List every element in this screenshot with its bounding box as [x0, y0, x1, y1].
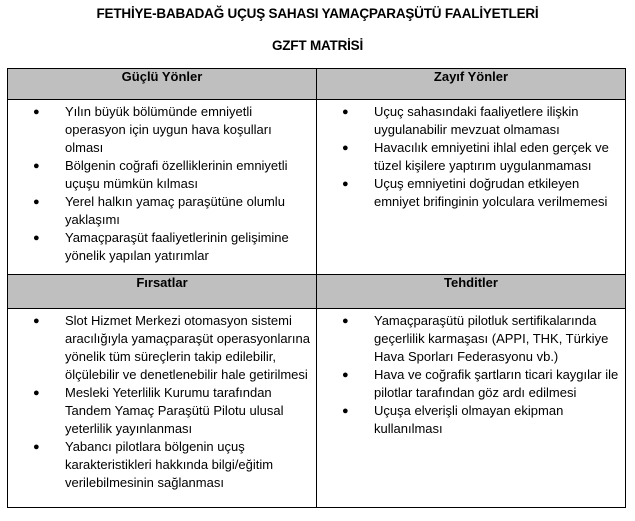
document-subtitle: GZFT MATRİSİ	[271, 38, 364, 53]
bullet-icon: ●	[33, 232, 40, 244]
list-item-text: Slot Hizmet Merkezi otomasyon sistemi aracılığıyla yamaçparaşüt operasyonlarına yönelik tüm süreçlerin takip edilebilir, ölçülebilir ve denetlenebilir hale getirilmesi	[65, 313, 310, 382]
bullet-icon: ●	[342, 369, 349, 381]
document-title: FETHİYE-BABADAĞ UÇUŞ SAHASI YAMAÇPARAŞÜTÜ FAALİYETLERİ	[96, 6, 539, 21]
list-item	[342, 139, 619, 175]
opportunities-cell	[8, 309, 317, 508]
list-item-text: Bölgenin coğrafi özelliklerinin emniyetli uçuşu mümkün kılması	[65, 158, 288, 191]
strengths-list	[8, 103, 316, 265]
threats-cell	[317, 309, 626, 508]
list-item-text: Havacılık emniyetini ihlal eden gerçek ve tüzel kişilere yaptırım uygulanmaması	[374, 140, 609, 173]
matrix-body-row-bottom	[8, 309, 626, 508]
bullet-icon: ●	[33, 387, 40, 399]
bullet-icon: ●	[342, 142, 349, 154]
list-item	[342, 103, 619, 139]
list-item-text: Yamaçparaşüt faaliyetlerinin gelişimine yönelik yapılan yatırımlar	[65, 230, 289, 263]
threats-heading: Tehditler	[317, 275, 626, 309]
weaknesses-cell	[317, 100, 626, 275]
list-item-text: Yamaçparaşütü pilotluk sertifikalarında geçerlilik karmaşası (APPI, THK, Türkiye Hava Sporları Federasyonu vb.)	[374, 313, 609, 364]
bullet-icon: ●	[33, 106, 40, 118]
list-item-text: Yabancı pilotlara bölgenin uçuş karakteristikleri hakkında bilgi/eğitim verilebilmesinin sağlanması	[65, 439, 274, 490]
list-item	[342, 312, 619, 366]
list-item	[33, 229, 310, 265]
matrix-header-row-top	[8, 69, 626, 100]
list-item	[33, 193, 310, 229]
threats-list	[317, 312, 625, 438]
bullet-icon: ●	[342, 106, 349, 118]
swot-matrix	[7, 68, 626, 508]
list-item-text: Yılın büyük bölümünde emniyetli operasyon için uygun hava koşulları olması	[65, 104, 272, 155]
list-item-text: Uçuç sahasındaki faaliyetlere ilişkin uygulanabilir mevzuat olmaması	[374, 104, 579, 137]
strengths-heading: Güçlü Yönler	[8, 69, 317, 100]
bullet-icon: ●	[33, 315, 40, 327]
matrix-header-row-bottom	[8, 275, 626, 309]
bullet-icon: ●	[342, 178, 349, 190]
list-item	[33, 384, 310, 438]
opportunities-heading: Fırsatlar	[8, 275, 317, 309]
bullet-icon: ●	[33, 196, 40, 208]
list-item	[33, 438, 310, 492]
list-item-text: Hava ve coğrafik şartların ticari kaygılar ile pilotlar tarafından göz ardı edilmesi	[374, 367, 619, 400]
list-item	[33, 312, 310, 384]
strengths-cell	[8, 100, 317, 275]
matrix-body-row-top	[8, 100, 626, 275]
list-item-text: Yerel halkın yamaç paraşütüne olumlu yaklaşımı	[65, 194, 285, 227]
bullet-icon: ●	[342, 315, 349, 327]
bullet-icon: ●	[342, 405, 349, 417]
list-item	[342, 366, 619, 402]
list-item-text: Uçuş emniyetini doğrudan etkileyen emniyet brifinginin yolculara verilmemesi	[374, 176, 608, 209]
list-item	[33, 157, 310, 193]
bullet-icon: ●	[33, 160, 40, 172]
bullet-icon: ●	[33, 441, 40, 453]
opportunities-list	[8, 312, 316, 492]
weaknesses-heading: Zayıf Yönler	[317, 69, 626, 100]
list-item	[342, 402, 619, 438]
list-item-text: Uçuşa elverişli olmayan ekipman kullanılması	[374, 403, 564, 436]
list-item	[33, 103, 310, 157]
list-item-text: Mesleki Yeterlilik Kurumu tarafından Tandem Yamaç Paraşütü Pilotu ulusal yeterlilik yayınlanması	[65, 385, 284, 436]
list-item	[342, 175, 619, 211]
weaknesses-list	[317, 103, 625, 211]
